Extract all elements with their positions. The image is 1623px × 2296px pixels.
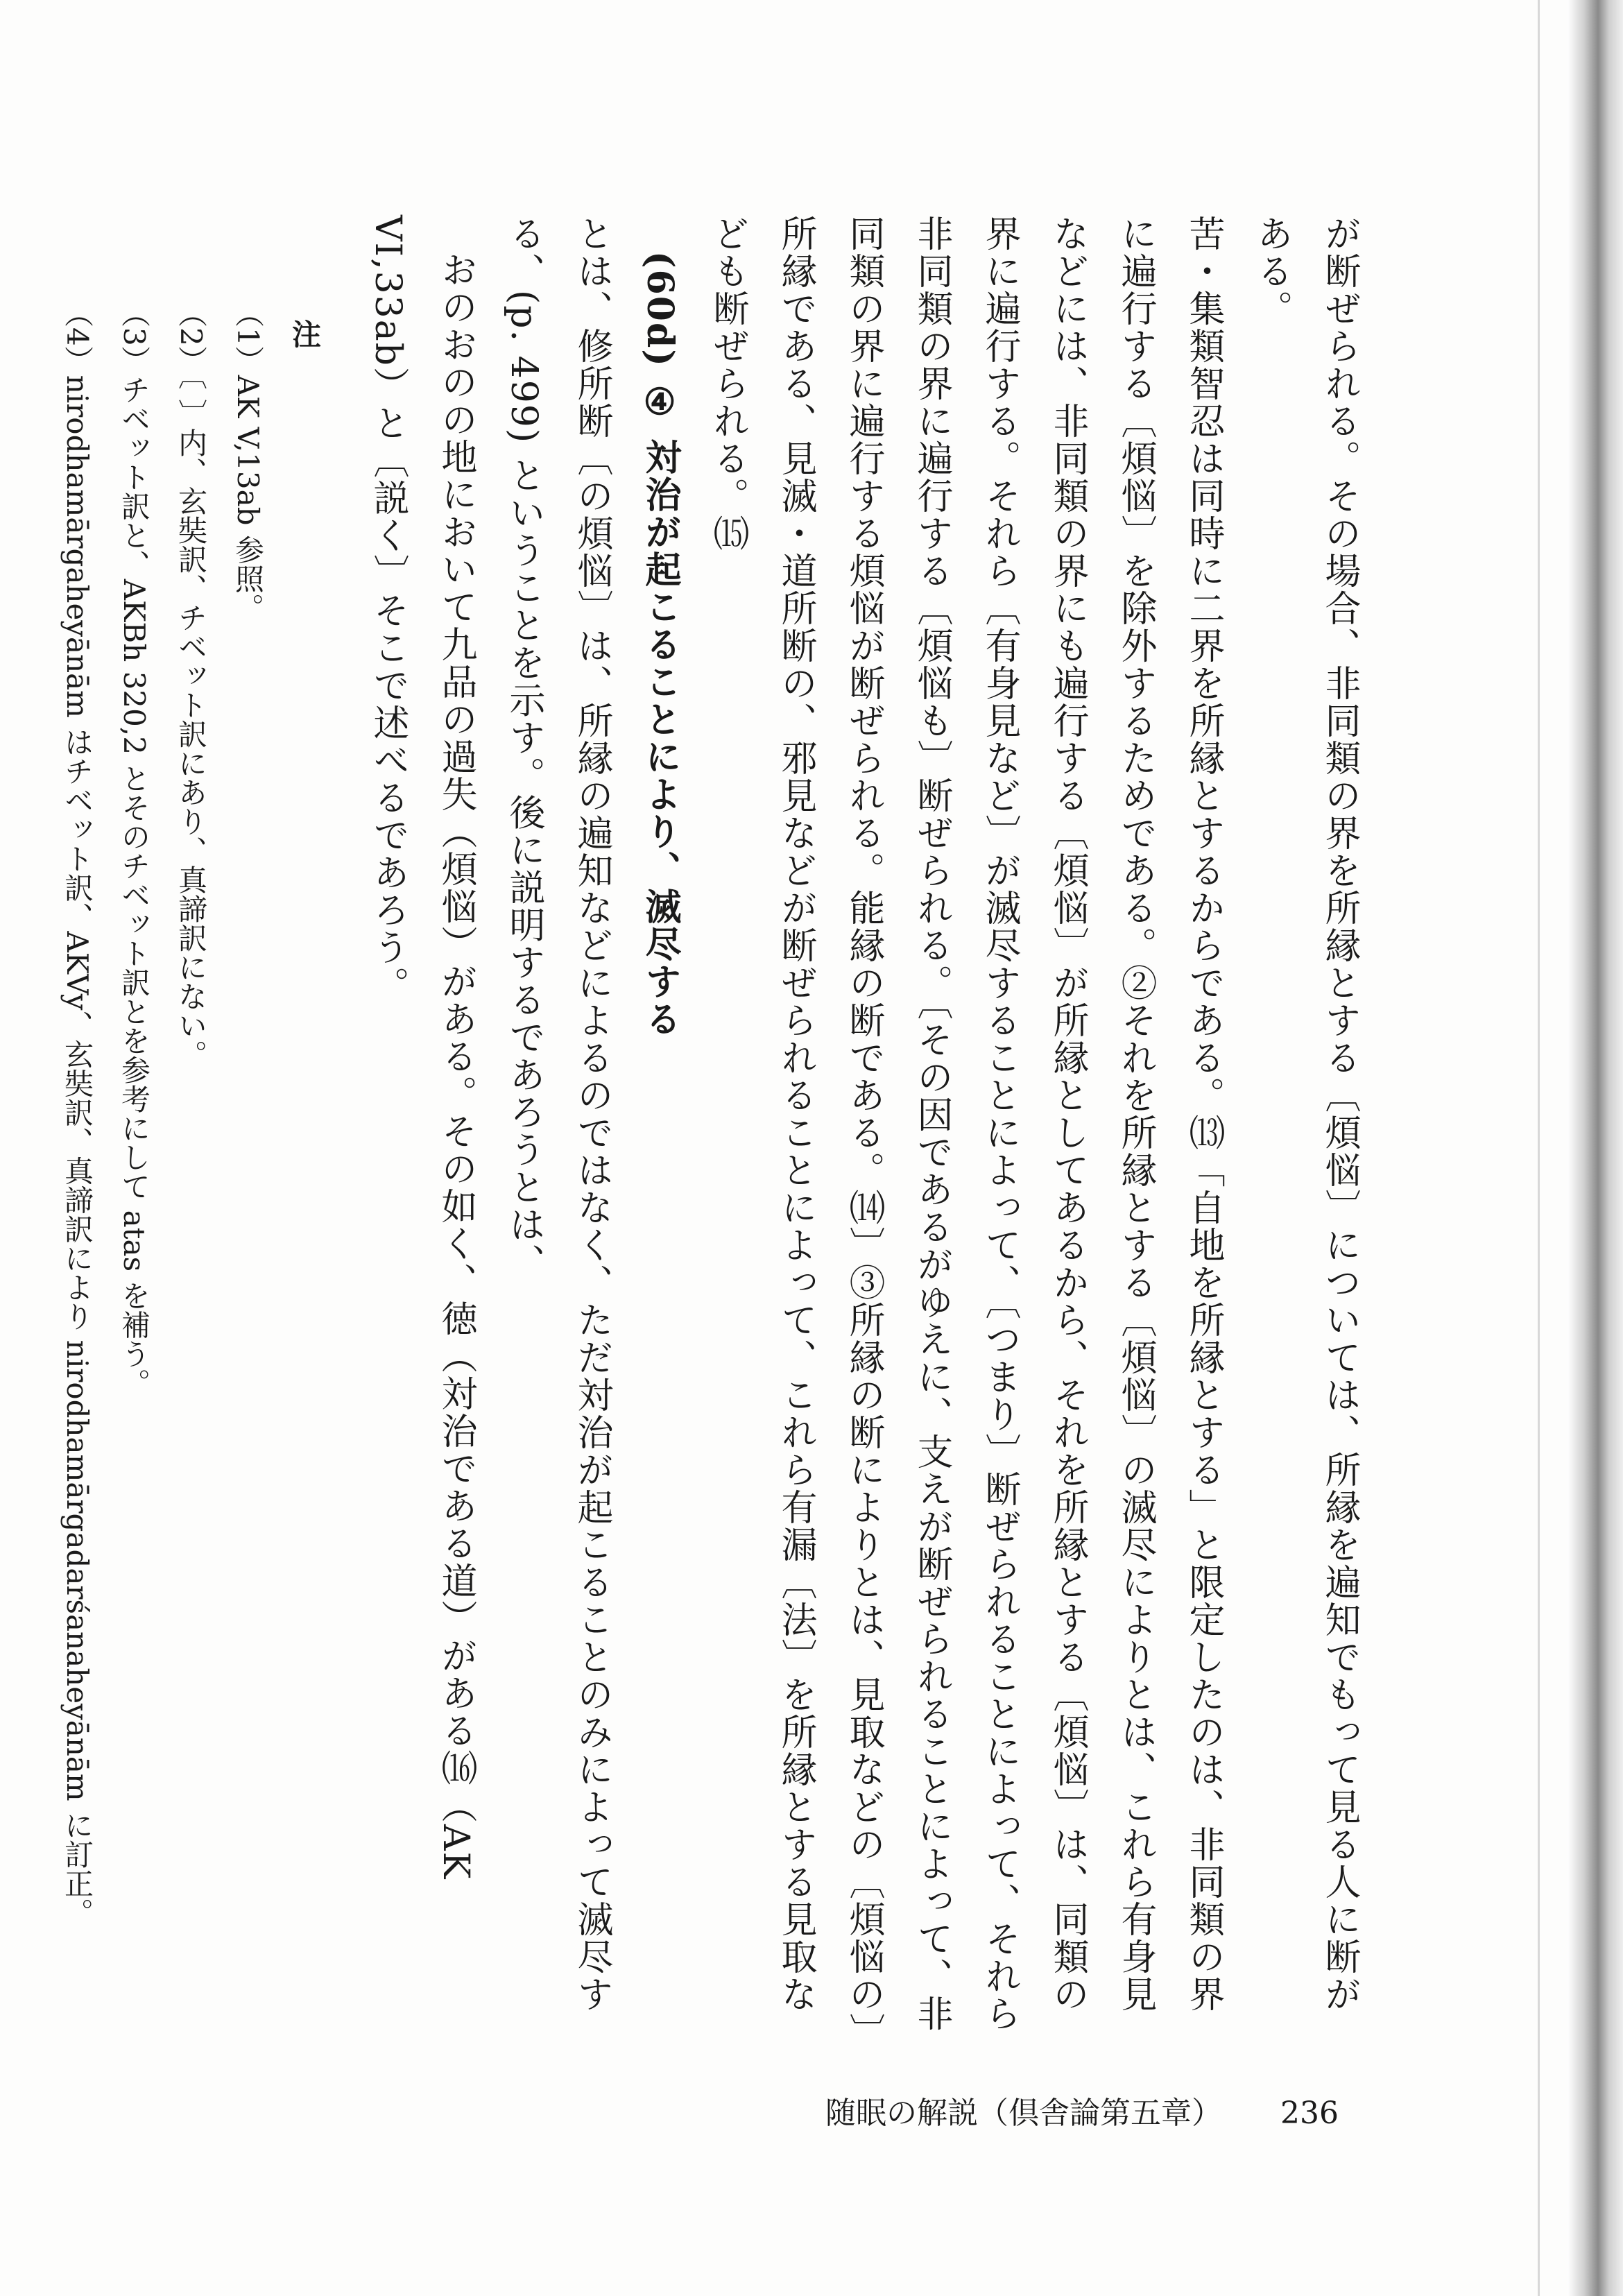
paragraph-2: 苦・集類智忍は同時に二界を所縁とするからである。⒀「自地を所縁とする」と限定したのは、非同類の界に遍行する〔煩悩〕を除外するためである。②それを所縁とする〔煩悩〕の滅尽によりとは、これら有身見などには、非同類の界にも遍行する〔煩悩〕が所縁としてあるから、それを所縁とする〔煩悩〕は、同類の界に遍行する。それら〔有身見など〕が滅尽することによって、〔つまり〕断ぜられることによって、それら非同類の界に遍行する〔煩悩も〕断ぜられる。〔その因であるがゆえに、支えが断ぜられることによって、非同類の界に遍行する煩悩が断ぜられる。能縁の断である。⒁〕③所縁の断によりとは、見取などの〔煩悩の〕所縁である、見滅・道所断の、邪見などが断ぜられることによって、これら有漏〔法〕を所縁とする見取なども断ぜられる。⒂	[707, 215, 1224, 2032]
page-edge-line	[1538, 0, 1540, 2296]
notes-title: 注	[288, 319, 322, 348]
main-text	[354, 215, 1373, 2032]
notes-section	[49, 298, 333, 2102]
note-item: （2）〔 〕内、玄奘訳、チベット訳にあり、真諦訳にない。	[174, 298, 208, 1070]
page-number: 236	[1280, 2096, 1339, 2131]
paragraph-4: おのおのの地において九品の過失（煩悩）がある。その如く、徳（対治である道）がある⒃（AK VI,33ab）と〔説く〕そこで述べるであろう。	[367, 215, 476, 1881]
scanner-edge	[1568, 0, 1623, 2296]
note-item: （1）AK V,13ab 参照。	[231, 298, 265, 622]
paragraph-1: が断ぜられる。その場合、非同類の界を所縁とする〔煩悩〕については、所縁を遍知でもって見る人に断がある。	[1251, 215, 1360, 2013]
verse-heading: (60d) ④ 対治が起こることにより、滅尽する	[639, 251, 681, 1038]
note-item: （3）チベット訳と、AKBh 320,2 とそのチベット訳とを参考にして atas を補う。	[117, 298, 151, 1398]
note-item: （4）nirodhamārgaheyānām はチベット訳、AKVy、玄奘訳、真諦訳により nirodhamārgadarśanaheyānām に訂正。	[60, 298, 94, 1928]
page-footer	[825, 2088, 1339, 2132]
paragraph-3: とは、修所断〔の煩悩〕は、所縁の遍知などによるのではなく、ただ対治が起こることのみによって滅尽する、(p. 499) ということを示す。後に説明するであろうとは、	[503, 215, 612, 2013]
running-head: 随眠の解説（倶舎論第五章）	[825, 2096, 1222, 2131]
